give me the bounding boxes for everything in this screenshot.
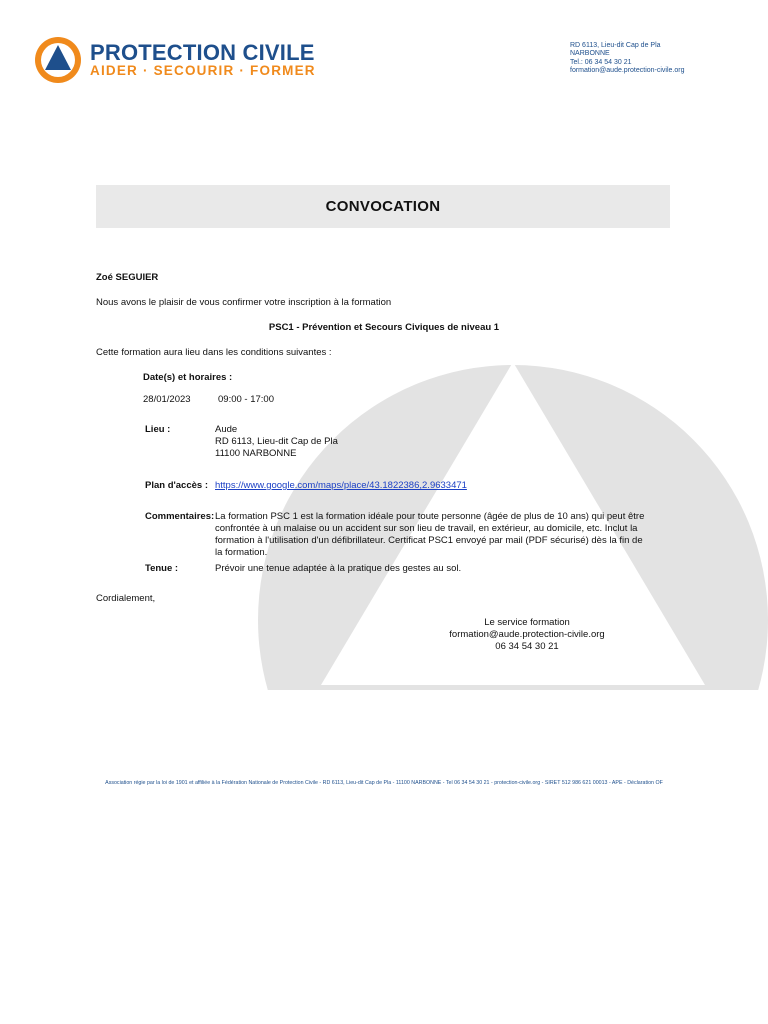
page-title: CONVOCATION (325, 198, 441, 215)
recipient-name: Zoé SEGUIER (96, 272, 159, 283)
comments-line: la formation. (215, 547, 268, 558)
closing-text: Cordialement, (96, 593, 156, 604)
contact-address: RD 6113, Lieu-dit Cap de Pla (570, 42, 661, 49)
signature-email: formation@aude.protection-civile.org (449, 629, 605, 640)
contact-city: NARBONNE (570, 50, 610, 58)
intro-text: Nous avons le plaisir de vous confirmer votre inscription à la formation (96, 297, 392, 308)
course-name: PSC1 - Prévention et Secours Civiques de niveau 1 (268, 322, 500, 333)
comments-label: Commentaires: (145, 511, 215, 522)
signature-service: Le service formation (484, 617, 570, 628)
footer-legal: Association régie par la loi de 1901 et affiliée à la Fédération Nationale de Protection Civile - RD 6113, Lieu-dit Cap de Pla - 11100 NARBONNE - Tel 06 34 54 30 21 - protection-civile.org - SIRET 512 986 621 00013 - APE - Déclaration OF (105, 780, 663, 786)
contact-email: formation@aude.protection-civile.org (570, 67, 685, 75)
dress-label: Tenue : (145, 563, 179, 574)
header-contact (570, 42, 685, 76)
signature-phone: 06 34 54 30 21 (495, 641, 559, 652)
access-label: Plan d'accès : (145, 480, 208, 491)
location-line: RD 6113, Lieu-dit Cap de Pla (215, 436, 338, 447)
contact-tel: Tel.: 06 34 54 30 21 (570, 58, 632, 66)
location-line: 11100 NARBONNE (215, 448, 297, 459)
protection-civile-logo-icon (33, 36, 83, 84)
comments-line: La formation PSC 1 est la formation idéale pour toute personne (âgée de plus de 10 ans) qui peut être (215, 511, 645, 522)
location-line: Aude (215, 424, 238, 435)
comments-line: formation à l'utilisation d'un défibrillateur. Certificat PSC1 envoyé par mail (PDF sécurisé) dès la fin de (215, 535, 643, 546)
conditions-text: Cette formation aura lieu dans les conditions suivantes : (96, 347, 332, 358)
date-value: 28/01/2023 (143, 394, 191, 405)
brand-name: PROTECTION CIVILE (90, 40, 315, 65)
dress-text: Prévoir une tenue adaptée à la pratique des gestes au sol. (215, 563, 462, 574)
hours-value: 09:00 - 17:00 (218, 394, 274, 405)
brand-tagline: AIDER · SECOURIR · FORMER (90, 63, 316, 78)
dates-label: Date(s) et horaires : (143, 372, 233, 383)
title-banner (96, 185, 670, 228)
access-map-link[interactable]: https://www.google.com/maps/place/43.1822386,2.9633471 (215, 480, 467, 491)
comments-line: confrontée à un malaise ou un accident sur son lieu de travail, en extérieur, au domicile, etc. Inclut la (215, 523, 638, 534)
location-label: Lieu : (145, 424, 171, 435)
